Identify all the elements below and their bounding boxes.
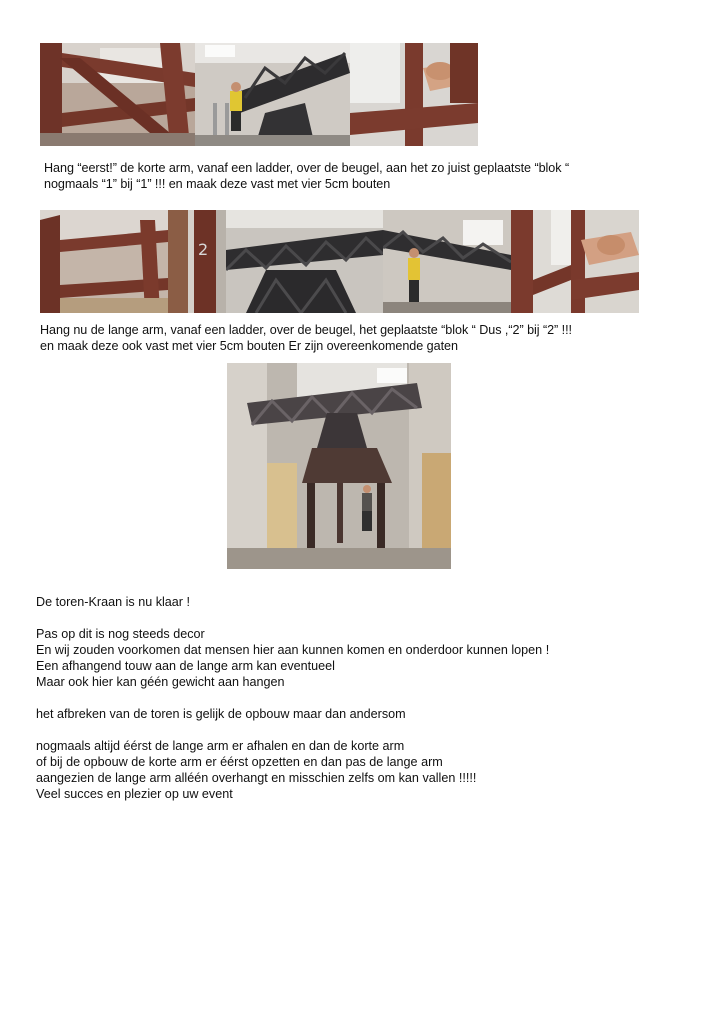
photo-man-on-ladder: [195, 43, 350, 146]
photo-numbered-beam: [168, 210, 226, 313]
instruction-line: Een afhangend touw aan de lange arm kan eventueel: [36, 659, 335, 673]
instruction-line: [36, 690, 549, 706]
instruction-line: Veel succes en plezier op uw event: [36, 787, 233, 801]
caption-row-1: [44, 160, 569, 192]
photo-hand-bolting: [350, 43, 478, 146]
instruction-line: aangezien de lange arm alléén overhangt en misschien zelfs om kan vallen !!!!!: [36, 771, 477, 785]
photo-finished-tower-crane: [227, 363, 451, 569]
instruction-line: En wij zouden voorkomen dat mensen hier aan kunnen komen en onderdoor kunnen lopen !: [36, 643, 550, 657]
caption-row-1-line-1: Hang “eerst!” de korte arm, vanaf een ladder, over de beugel, aan het zo juist geplaatste “blok “: [44, 161, 570, 175]
caption-row-2: [40, 322, 572, 354]
instruction-line: of bij de opbouw de korte arm er éérst opzetten en dan pas de lange arm: [36, 755, 443, 769]
photo-truss-arm: [226, 210, 383, 313]
photo-beam-bracket: [511, 210, 571, 313]
svg-text:2: 2: [198, 240, 209, 259]
caption-row-1-line-2: nogmaals “1” bij “1” !!! en maak deze vast met vier 5cm bouten: [44, 177, 391, 191]
photo-hand-bolt: [571, 210, 639, 313]
caption-row-2-line-1: Hang nu de lange arm, vanaf een ladder, over de beugel, het geplaatste “blok “ Dus ,“2” bij “2” !!!: [40, 323, 573, 337]
instruction-line: het afbreken van de toren is gelijk de opbouw maar dan andersom: [36, 707, 406, 721]
photo-row-1: [40, 43, 478, 146]
instruction-line: nogmaals altijd éérst de lange arm er afhalen en dan de korte arm: [36, 739, 405, 753]
photo-long-arm-frame: [40, 210, 168, 313]
instruction-line: Pas op dit is nog steeds decor: [36, 627, 205, 641]
instructions-text: [36, 594, 549, 802]
instruction-line: [36, 722, 549, 738]
photo-man-hanging-arm: [383, 210, 511, 313]
photo-row-2: [40, 210, 639, 313]
instruction-line: Maar ook hier kan géén gewicht aan hangen: [36, 675, 285, 689]
caption-row-2-line-2: en maak deze ook vast met vier 5cm bouten Er zijn overeenkomende gaten: [40, 339, 458, 353]
photo-short-arm-frame: [40, 43, 195, 146]
instruction-line: De toren-Kraan is nu klaar !: [36, 595, 190, 609]
instruction-line: [36, 610, 549, 626]
